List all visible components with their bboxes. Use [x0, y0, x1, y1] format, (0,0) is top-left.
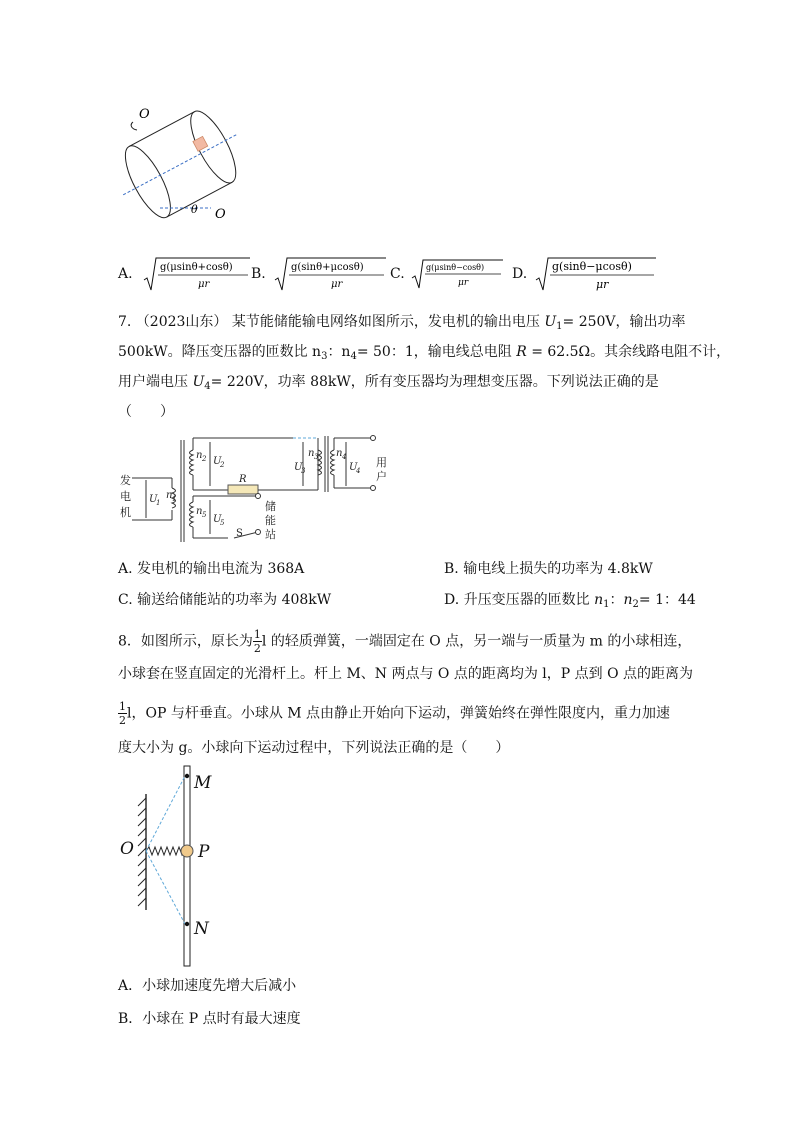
q8-option-a: A．小球加速度先增大后减小	[118, 978, 297, 994]
svg-text:U: U	[294, 462, 303, 473]
svg-text:2: 2	[220, 461, 225, 469]
svg-text:U: U	[149, 494, 158, 505]
option-d-formula	[534, 254, 659, 294]
svg-text:2: 2	[202, 455, 207, 463]
svg-text:能: 能	[265, 514, 276, 527]
svg-text:5: 5	[202, 511, 207, 519]
spring-rod-figure	[118, 764, 228, 969]
q8-line1: 8．如图所示，原长为 $\frac{1}{2}$ l 的轻质弹簧，一端固定在 O 点，另一端与一质量为 m 的小球相连，	[118, 628, 692, 655]
svg-text:g(sinθ+μcosθ): g(sinθ+μcosθ)	[291, 262, 364, 273]
svg-text:1: 1	[172, 495, 177, 503]
rotating-cylinder-figure	[115, 100, 245, 225]
svg-text:U: U	[213, 514, 222, 525]
svg-text:机: 机	[120, 506, 131, 519]
svg-text:g(μsinθ−cosθ): g(μsinθ−cosθ)	[426, 263, 485, 272]
svg-text:1: 1	[156, 499, 161, 507]
q8-line4: 度大小为 g。小球向下运动过程中，下列说法正确的是（ ）	[118, 740, 510, 756]
q7-line1: 7. （2023山东） 某节能储能输电网络如图所示，发电机的输出电压 $U_1= 250V$，输出功率	[118, 314, 686, 332]
q8-option-b: B．小球在 P 点时有最大速度	[118, 1011, 301, 1027]
fraction-half: $\frac{1}{2}$	[253, 628, 261, 655]
fraction-half-2: $\frac{1}{2}$	[119, 700, 126, 727]
svg-text:n: n	[166, 490, 173, 501]
svg-text:用: 用	[376, 456, 387, 469]
svg-text:电: 电	[120, 490, 131, 503]
svg-text:3: 3	[314, 453, 319, 461]
option-c-formula	[410, 256, 505, 292]
label-o-top: O	[139, 107, 150, 122]
svg-text:3: 3	[301, 467, 306, 475]
svg-text:发: 发	[120, 474, 131, 487]
q6-options	[118, 254, 678, 294]
q7-option-a: A. 发电机的输出电流为 368A	[118, 561, 305, 577]
q7-option-d: D. 升压变压器的匝数比 $n_1$：$n_2= 1$：44	[444, 592, 696, 610]
svg-text:U: U	[349, 462, 358, 473]
svg-text:户: 户	[376, 470, 387, 483]
q7-line2: 500kW。降压变压器的匝数比 $n_3$：$n_4= 50$：1，输电线总电阻 R = 62.5Ω。其余线路电阻不计，	[118, 344, 731, 362]
svg-text:站: 站	[265, 528, 276, 541]
label-m: M	[194, 773, 212, 793]
q7-option-b: B. 输电线上损失的功率为 4.8kW	[444, 561, 653, 577]
svg-text:R: R	[239, 474, 247, 485]
svg-text:μr: μr	[458, 278, 469, 288]
circuit-diagram	[118, 430, 388, 550]
svg-text:n: n	[336, 448, 343, 459]
small-block	[193, 136, 208, 151]
option-d-letter: D.	[512, 266, 528, 282]
svg-text:U: U	[213, 456, 222, 467]
svg-text:n: n	[308, 448, 315, 459]
q8-line2: 小球套在竖直固定的光滑杆上。杆上 M、N 两点与 O 点的距离均为 l，P 点到 O 点的距离为	[118, 666, 694, 682]
label-o-bottom: O	[215, 207, 226, 222]
label-p: P	[198, 842, 210, 862]
svg-text:S: S	[236, 528, 243, 539]
option-c-letter: C.	[390, 266, 405, 282]
q7-option-c: C. 输送给储能站的功率为 408kW	[118, 592, 332, 608]
svg-text:5: 5	[220, 519, 225, 527]
svg-text:μr: μr	[596, 278, 609, 291]
option-a-letter: A.	[118, 266, 133, 282]
q7-line3: 用户端电压 $U_4= 220V$，功率 88kW，所有变压器均为理想变压器。下列说法正确的是	[118, 374, 659, 392]
label-n: N	[194, 919, 209, 939]
svg-text:g(μsinθ+cosθ): g(μsinθ+cosθ)	[160, 262, 233, 273]
option-a-formula	[142, 254, 252, 294]
label-o: O	[120, 839, 134, 859]
svg-text:g(sinθ−μcosθ): g(sinθ−μcosθ)	[552, 260, 632, 273]
svg-text:4: 4	[342, 453, 347, 461]
svg-text:4: 4	[356, 467, 361, 475]
svg-text:μr: μr	[331, 279, 343, 290]
q8-line3: $\frac{1}{2}$ l，OP 与杆垂直。小球从 M 点由静止开始向下运动，弹簧始终在弹性限度内，重力加速	[119, 700, 671, 727]
option-b-letter: B.	[251, 266, 266, 282]
svg-text:μr: μr	[198, 279, 210, 290]
svg-text:n: n	[196, 450, 203, 461]
svg-text:n: n	[196, 506, 203, 517]
q7-answer-paren: （ ）	[118, 404, 174, 420]
svg-text:储: 储	[265, 500, 276, 513]
label-theta: θ	[191, 203, 198, 216]
option-b-formula	[273, 254, 388, 294]
